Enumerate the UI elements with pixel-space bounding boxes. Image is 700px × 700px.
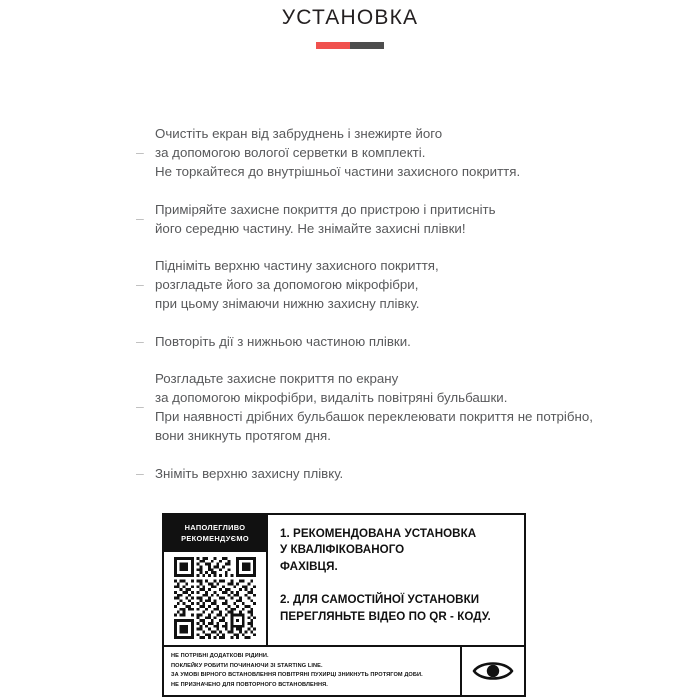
fineprint-line: ЗА УМОВІ ВІРНОГО ВСТАНОВЛЕННЯ ПОВІТРЯНІ ПУХИРЦІ ЗНИКНУТЬ ПРОТЯГОМ ДОБИ.: [171, 672, 423, 679]
fineprint-line: НЕ ПОТРІБНІ ДОДАТКОВІ РІДИНИ.: [171, 653, 269, 659]
step-line: його середню частину. Не знімайте захисні плівки!: [155, 220, 466, 236]
info-card-right-column: [268, 515, 524, 645]
fineprint-notes: [164, 647, 460, 695]
instruction-steps-list: [136, 124, 676, 483]
step-line: за допомогою мікрофібри, видаліть повітряні бульбашки.: [155, 390, 508, 406]
eye-icon: [472, 658, 514, 684]
info-card-left-column: [164, 515, 268, 645]
title-divider: [316, 42, 384, 49]
step-text: [155, 200, 496, 238]
step-line: Не торкайтеся до внутрішньої частини захисного покриття.: [155, 164, 521, 180]
recommendation-line: У КВАЛІФІКОВАНОГО: [280, 543, 405, 557]
step-line: Зніміть верхню захисну плівку.: [155, 465, 344, 481]
info-card-upper-section: [164, 515, 524, 645]
step-line: при цьому знімаючи нижню захисну плівку.: [155, 296, 420, 312]
step-text: [155, 369, 593, 446]
step-text: [155, 332, 411, 351]
step-line: вони зникнуть протягом дня.: [155, 428, 331, 444]
instruction-step: [136, 464, 676, 483]
instruction-step: [136, 369, 676, 446]
recommendation-item-2: [280, 592, 516, 625]
step-line: Розгладьте захисне покриття по екрану: [155, 370, 399, 386]
title-divider-gray-segment: [350, 42, 384, 49]
step-line: розгладьте його за допомогою мікрофібри,: [155, 277, 419, 293]
recommendation-line: ФАХІВЦЯ.: [280, 559, 338, 573]
eye-icon-cell: [460, 647, 524, 695]
step-line: за допомогою вологої серветки в комплекті.: [155, 145, 426, 161]
badge-line-2: РЕКОМЕНДУЄМО: [181, 534, 249, 543]
recommendation-info-card: [162, 513, 526, 697]
step-text: [155, 464, 343, 483]
qr-code-container[interactable]: [164, 552, 266, 645]
step-dash-marker: [136, 464, 148, 483]
step-dash-marker: [136, 209, 148, 228]
info-card-lower-section: [164, 645, 524, 695]
title-divider-red-segment: [316, 42, 350, 49]
recommendation-line: ПЕРЕГЛЯНЬТЕ ВІДЕО ПО QR - КОДУ.: [280, 609, 491, 623]
step-dash-marker: [136, 143, 148, 162]
step-text: [155, 124, 520, 182]
step-text: [155, 256, 439, 314]
fineprint-line: НЕ ПРИЗНАЧЕНО ДЛЯ ПОВТОРНОГО ВСТАНОВЛЕННЯ.: [171, 681, 328, 688]
instruction-step: [136, 124, 676, 182]
step-line: Повторіть дії з нижньою частиною плівки.: [155, 333, 411, 349]
step-line: Приміряйте захисне покриття до пристрою і притисніть: [155, 201, 496, 217]
recommendation-line: 1. РЕКОМЕНДОВАНА УСТАНОВКА: [280, 527, 477, 540]
page-title: УСТАНОВКА: [281, 6, 419, 29]
step-line: Очистіть екран від забруднень і знежирте його: [155, 126, 443, 141]
step-dash-marker: [136, 397, 148, 416]
instruction-step: [136, 256, 676, 314]
instruction-step: [136, 332, 676, 351]
step-dash-marker: [136, 332, 148, 351]
recommendation-item-1: [280, 526, 516, 575]
instruction-step: [136, 200, 676, 238]
strongly-recommend-badge: [164, 515, 266, 552]
qr-code-icon[interactable]: [174, 557, 256, 639]
badge-line-1: НАПОЛЕГЛИВО: [184, 523, 246, 532]
step-line: Підніміть верхню частину захисного покриття,: [155, 258, 439, 274]
fineprint-line: ПОКЛЕЙКУ РОБИТИ ПОЧИНАЮЧИ ЗІ STARTING LINE.: [171, 662, 323, 669]
step-line: При наявності дрібних бульбашок переклеювати покриття не потрібно,: [155, 409, 593, 425]
step-dash-marker: [136, 275, 148, 294]
recommendation-line: 2. ДЛЯ САМОСТІЙНОЇ УСТАНОВКИ: [280, 593, 480, 607]
